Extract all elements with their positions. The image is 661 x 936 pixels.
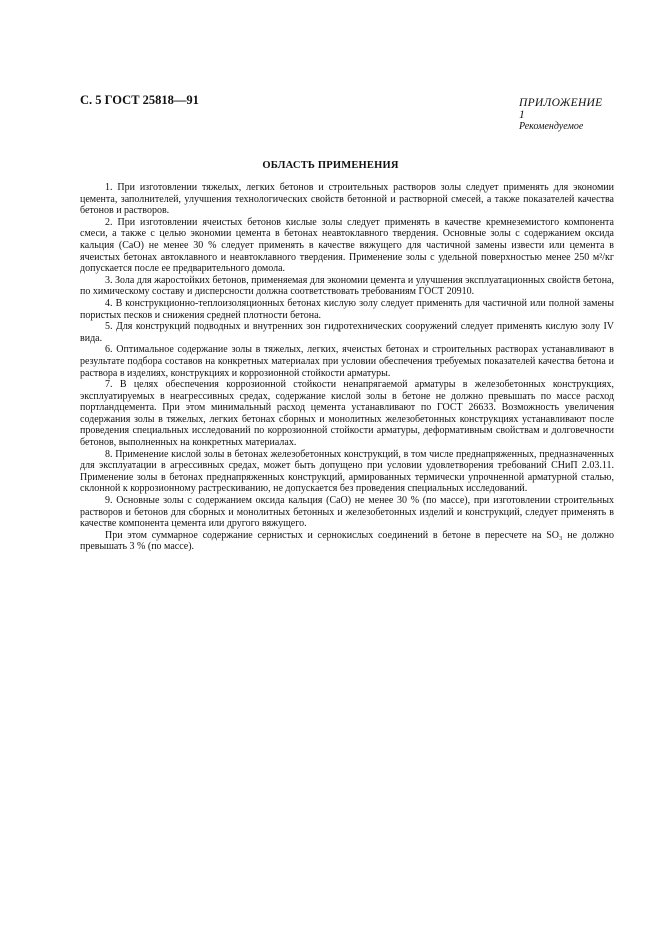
document-body xyxy=(80,182,614,553)
paragraph-1: 1. При изготовлении тяжелых, легких бетонов и строительных растворов золы следует применять для экономии цемента, заполнителей, улучшения технологических свойств бетонной и растворной смесей, а также показателей качества бетонов и растворов. xyxy=(80,182,614,217)
paragraph-9-note: При этом суммарное содержание сернистых и сернокислых соединений в бетоне в пересчете на SO₃ не должно превышать 3 % (по массе). xyxy=(80,529,614,553)
paragraph-6: 6. Оптимальное содержание золы в тяжелых, легких, ячеистых бетонах и строительных растворах устанавливают в результате подбора составов на конкретных материалах при условии обеспечения требуемых показателей качества бетона и раствора в изделиях, конструкциях и коррозионной стойкости арматуры. xyxy=(80,344,614,379)
paragraph-7: 7. В целях обеспечения коррозионной стойкости ненапрягаемой арматуры в железобетонных конструкциях, эксплуатируемых в неагрессивных средах, содержание кислой золы в бетоне не должно превышать по массе расход портландцемента. При этом минимальный расход цемента устанавливают по ГОСТ 26633. Возможность увеличения содержания золы в тяжелых, легких бетонах сборных и монолитных железобетонных конструкциях устанавливают после проведения специальных исследований по коррозионной стойкости арматуры, деформативным свойствам и долговечности бетонов, выполненных на конкретных материалах. xyxy=(80,379,614,449)
section-title: ОБЛАСТЬ ПРИМЕНЕНИЯ xyxy=(262,160,399,171)
paragraph-8: 8. Применение кислой золы в бетонах железобетонных конструкций, в том числе преднапряженных, предназначенных для эксплуатации в агрессивных средах, может быть допущено при условии удовлетворения требований СНиП 2.03.11. Применение золы в бетонах преднапряженных конструкций, армированных термически упрочненной арматурной сталью, склонной к коррозионному растрескиванию, не допускается без проведения специальных исследований. xyxy=(80,448,614,495)
paragraph-9: 9. Основные золы с содержанием оксида кальция (CaO) не менее 30 % (по массе), при изготовлении строительных растворов и бетонов для сборных и монолитных бетонных и железобетонных изделий и конструкций, следует применять в качестве компонента цемента или другого вяжущего. xyxy=(80,495,614,530)
appendix-status: Рекомендуемое xyxy=(519,121,584,132)
page-header: С. 5 ГОСТ 25818—91 xyxy=(80,93,199,107)
paragraph-2: 2. При изготовлении ячеистых бетонов кислые золы следует применять в качестве кремнеземистого компонента смеси, а также с целью экономии цемента в бетонах неавтоклавного твердения. Основные золы с содержанием оксида кальция (CaO) не менее 30 % следует применять в качестве вяжущего для частичной замены извести или цемента в ячеистых бетонах автоклавного и неавтоклавного твердения. Применение золы с удельной поверхностью менее 250 м²/кг допускается после ее предварительного домола. xyxy=(80,216,614,275)
paragraph-5: 5. Для конструкций подводных и внутренних зон гидротехнических сооружений следует применять кислую золу IV вида. xyxy=(80,321,614,344)
appendix-label: ПРИЛОЖЕНИЕ 1 xyxy=(519,97,603,121)
paragraph-3: 3. Зола для жаростойких бетонов, применяемая для экономии цемента и улучшения эксплуатационных свойств бетона, по химическому составу и дисперсности должна соответствовать требованиям ГОСТ 20910. xyxy=(80,274,614,298)
paragraph-4: 4. В конструкционно-теплоизоляционных бетонах кислую золу следует применять для частичной или полной замены пористых песков и снижения средней плотности бетона. xyxy=(80,297,614,321)
appendix-label-block xyxy=(519,97,609,132)
